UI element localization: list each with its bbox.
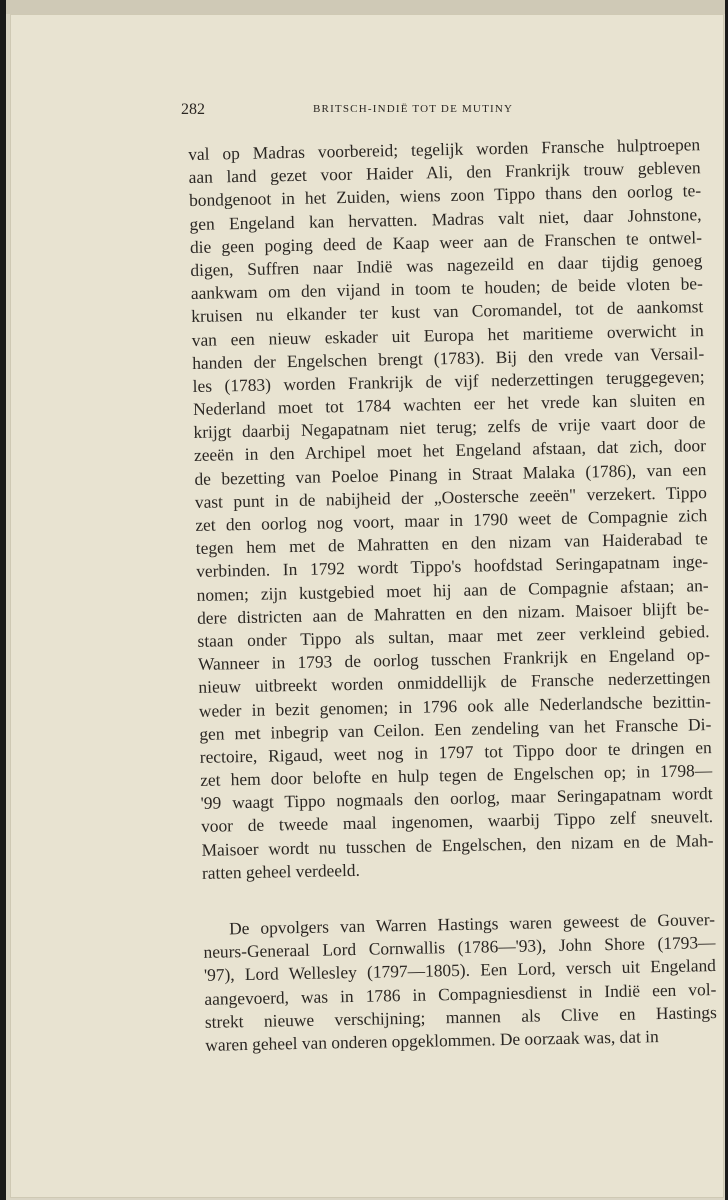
text-line: aan land gezet voor Haider Ali, den Frankrijk trouw gebleven	[188, 157, 701, 188]
scan-left-border	[0, 0, 6, 1200]
text-line: bondgenoot in het Zuiden, wiens zoon Tippo thans den oorlog te-	[188, 180, 702, 211]
running-title: BRITSCH-INDIË TOT DE MUTINY	[313, 103, 514, 115]
text-line: verbinden. In 1792 wordt Tippo's hoofdstad Seringapatnam inge-	[196, 551, 709, 582]
text-line: strekt nieuwe verschijning; mannen als Clive en Hastings	[204, 1001, 717, 1032]
text-line: zet hem door belofte en hulp tegen de Engelschen op; in 1798—	[200, 760, 713, 790]
text-line: '99 waagt Tippo nogmaals den oorlog, maar Seringapatnam wordt	[200, 783, 713, 814]
text-line: nomen; zijn kustgebied moet hij aan de Compagnie afstaan; an-	[196, 574, 709, 605]
text-line: Nederland moet tot 1784 wachten eer het vrede kan sluiten en	[192, 389, 706, 420]
text-line: '97), Lord Wellesley (1797—1805). Een Lord, versch uit Engeland	[203, 955, 717, 986]
text-line: Maisoer wordt nu tusschen de Engelschen, den nizam en de Mah-	[201, 829, 714, 860]
text-line: Wanneer in 1793 de oorlog tusschen Frankrijk en Engeland op-	[197, 644, 711, 675]
text-line: kruisen nu elkander ter kust van Coromandel, tot de aankomst	[191, 296, 704, 327]
text-line: staan onder Tippo als sultan, maar met zeer verkleind gebied.	[197, 621, 710, 651]
text-line: neurs-Generaal Lord Cornwallis (1786—'93), John Shore (1793—	[203, 932, 716, 963]
text-line: gen Engeland kan hervatten. Madras valt niet, daar Johnstone,	[189, 203, 702, 234]
text-line: vast punt in de nabijheid der „Oostersche zeeën" verzekert. Tippo	[194, 481, 707, 512]
text-line: zeeën in den Archipel moet het Engeland afstaan, dat zich, door	[193, 435, 707, 466]
text-line: ratten geheel verdeeld.	[201, 859, 361, 883]
scan-top-margin	[0, 0, 728, 14]
text-line: nieuw uitbreekt worden onmiddellijk de Fransche nederzettingen	[198, 667, 711, 698]
text-line: De opvolgers van Warren Hastings waren geweest de Gouver-	[228, 909, 716, 939]
text-line: van een nieuw eskader uit Europa het maritieme overwicht in	[191, 319, 704, 350]
text-line: voor de tweede maal ingenomen, waarbij Tippo zelf sneuvelt.	[200, 806, 714, 837]
text-line: aangevoerd, was in 1786 in Compagniesdienst in Indië een vol-	[204, 978, 717, 1009]
text-line: krijgt daarbij Negapatnam niet terug; zelfs de vrije vaart door de	[193, 412, 706, 443]
page-number: 282	[181, 101, 205, 118]
text-line: gen met inbegrip van Ceilon. Een zendeling van het Fransche Di-	[199, 713, 712, 744]
text-line: zet den oorlog nog voort, maar in 1790 weet de Compagnie zich	[195, 505, 708, 535]
text-line: tegen hem met de Mahratten en den nizam van Haiderabad te	[195, 528, 708, 559]
text-line: die geen poging deed de Kaap weer aan de Franschen te ontwel-	[189, 226, 703, 257]
text-line: val op Madras voorbereid; tegelijk worden Fransche hulptroepen	[188, 134, 701, 164]
text-line: de bezetting van Poeloe Pinang in Straat Malaka (1786), van een	[194, 458, 707, 489]
text-line: digen, Suffren naar Indië was nagezeild en daar tijdig genoeg	[190, 250, 703, 280]
text-line: les (1783) worden Frankrijk de vijf nederzettingen teruggegeven;	[192, 366, 705, 396]
text-line: handen der Engelschen brengt (1783). Bij den vrede van Versail-	[192, 342, 705, 373]
text-line: rectoire, Rigaud, weet nog in 1797 tot Tippo door te dringen en	[199, 736, 712, 767]
text-line: aankwam om den vijand in toom te houden; de beide vloten be-	[190, 273, 703, 304]
text-line: weder in bezit genomen; in 1796 ook alle Nederlandsche bezittin-	[198, 690, 711, 721]
page-header	[181, 101, 701, 123]
text-line: waren geheel van onderen opgeklommen. De oorzaak was, dat in	[205, 1026, 659, 1055]
body-text	[188, 133, 717, 1057]
text-line: dere districten aan de Mahratten en den nizam. Maisoer blijft be-	[196, 597, 710, 628]
